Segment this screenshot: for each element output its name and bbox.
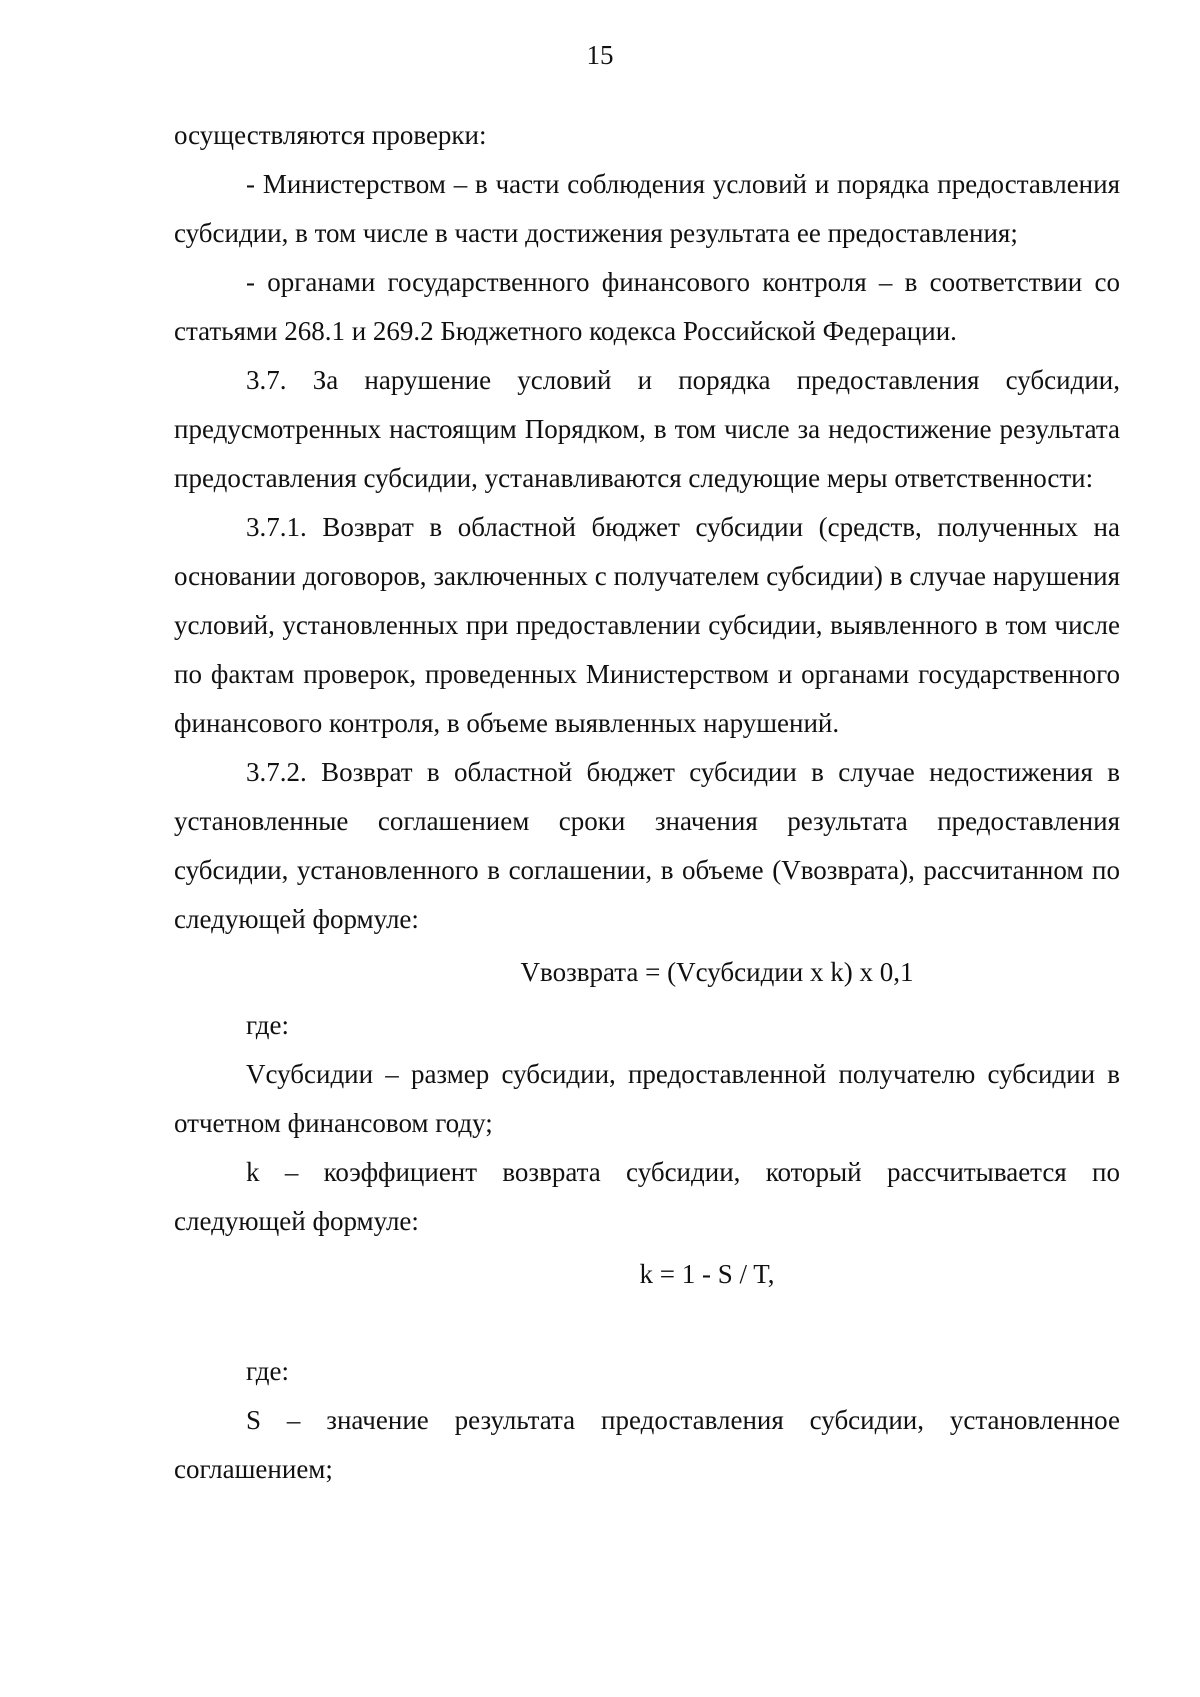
formula-k: k = 1 - S / T, xyxy=(639,1259,775,1289)
paragraph-3-7-2: 3.7.2. Возврат в областной бюджет субсидии в случае недостижения в установленные соглашением сроки значения результата предоставления субсидии, установленного в соглашении, в объеме (Vвозврата), рассчитанном по следующей формуле: xyxy=(174,757,1120,934)
paragraph-s-value: S – значение результата предоставления субсидии, установленное соглашением; xyxy=(174,1405,1120,1484)
document-body xyxy=(174,111,1120,1494)
paragraph-k-coefficient: k – коэффициент возврата субсидии, который рассчитывается по следующей формуле: xyxy=(174,1157,1120,1236)
paragraph-ministry-checks: - Министерством – в части соблюдения условий и порядка предоставления субсидии, в том числе в части достижения результата ее предоставления; xyxy=(174,169,1120,248)
paragraph-v-subsidy: Vсубсидии – размер субсидии, предоставленной получателю субсидии в отчетном финансовом году; xyxy=(174,1059,1120,1138)
paragraph-where-2: где: xyxy=(246,1356,289,1386)
formula-return-volume: Vвозврата = (Vсубсидии x k) x 0,1 xyxy=(520,957,914,987)
paragraph-3-7: 3.7. За нарушение условий и порядка предоставления субсидии, предусмотренных настоящим Порядком, в том числе за недостижение результата предоставления субсидии, устанавливаются следующие меры ответственности: xyxy=(174,365,1120,493)
paragraph-financial-control: - органами государственного финансового контроля – в соответствии со статьями 268.1 и 269.2 Бюджетного кодекса Российской Федерации. xyxy=(174,267,1120,346)
paragraph-3-7-1: 3.7.1. Возврат в областной бюджет субсидии (средств, полученных на основании договоров, заключенных с получателем субсидии) в случае нарушения условий, установленных при предоставлении субсидии, выявленного в том числе по фактам проверок, проведенных Министерством и органами государственного финансового контроля, в объеме выявленных нарушений. xyxy=(174,512,1120,738)
page-number: 15 xyxy=(586,40,614,70)
paragraph-where-1: где: xyxy=(246,1010,289,1040)
paragraph-continuation: осуществляются проверки: xyxy=(174,120,487,150)
